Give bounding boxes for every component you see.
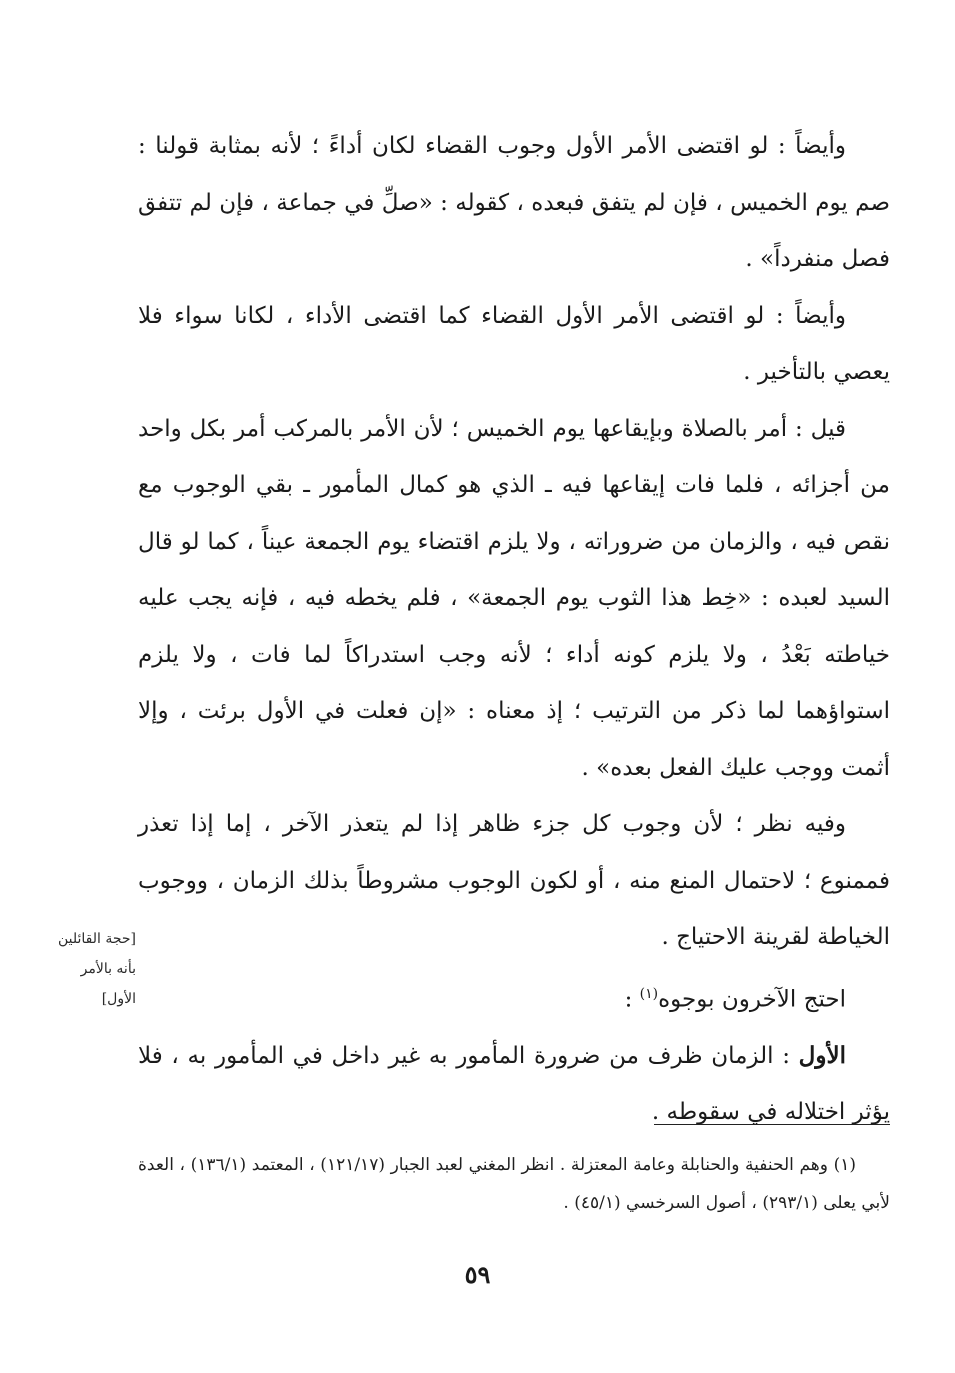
argument-intro-text: احتج الآخرون بوجوه [658,986,846,1013]
page-number: ٥٩ [464,1260,491,1289]
argument-intro [138,966,890,1028]
paragraph: وأيضاً : لو اقتضى الأمر الأول القضاء كما اقتضى الأداء ، لكانا سواء فلا يعصي بالتأخير . [138,302,890,385]
footnote-divider [654,1124,890,1125]
paragraph: وأيضاً : لو اقتضى الأمر الأول وجوب القضاء لكان أداءً ؛ لأنه بمثابة قولنا : صم يوم الخميس ، فإن لم يتفق فبعده ، كقوله : «صلِّ في جماعة ، فإن لم تتفق فصل منفرداً» . [138,133,890,272]
argument-intro-suffix: : [624,986,640,1013]
paragraph: وفيه نظر ؛ لأن وجوب كل جزء ظاهر إذا لم يتعذر الآخر ، إما إذا تعذر فممنوع ؛ لاحتمال المنع منه ، أو لكون الوجوب مشروطاً بذلك الزمان ، ووجوب الخياطة لقرينة الاحتياج . [138,811,890,950]
margin-note-line: بأنه بالأمر [80,961,136,977]
main-text-body [138,118,890,1141]
margin-note-line: الأول] [101,991,136,1007]
paragraph: قيل : أمر بالصلاة وبإيقاعها يوم الخميس ؛ لأن الأمر بالمركب أمر بكل واحد من أجزائه ، فلما فات إيقاعها فيه ـ الذي هو كمال المأمور ـ بقي الوجوب مع نقص فيه ، والزمان من ضروراته ، ولا يلزم اقتضاء يوم الجمعة عيناً ، كما لو قال السيد لعبده : «خِط هذا الثوب يوم الجمعة» ، فلم يخطه فيه ، فإنه يجب عليه خياطته بَعْدُ ، ولا يلزم كونه أداء ؛ لأنه وجب استدراكاً لما فات ، ولا يلزم استواؤهما لما ذكر من الترتيب ؛ إذ معناه : «إن فعلت في الأول برئت ، وإلا أثمت ووجب عليك الفعل بعده» . [138,415,890,781]
footnotes [138,1146,890,1222]
footnote: (١) وهم الحنفية والحنابلة وعامة المعتزلة . انظر المغني لعبد الجبار (١٢١/١٧) ، المعتمد (١٣٦/١) ، العدة لأبي يعلى (٢٩٣/١) ، أصول السرخسي (٤٥/١) . [138,1155,890,1213]
first-argument-text: : الزمان ظرف من ضرورة المأمور به غير داخل في المأمور به ، فلا يؤثر اختلاله في سقوطه . [138,1042,890,1126]
first-argument-label: الأول [798,1041,846,1069]
margin-note-line: [حجة القائلين [57,931,136,947]
footnote-ref: (١) [639,985,659,1002]
margin-note [34,924,136,1014]
